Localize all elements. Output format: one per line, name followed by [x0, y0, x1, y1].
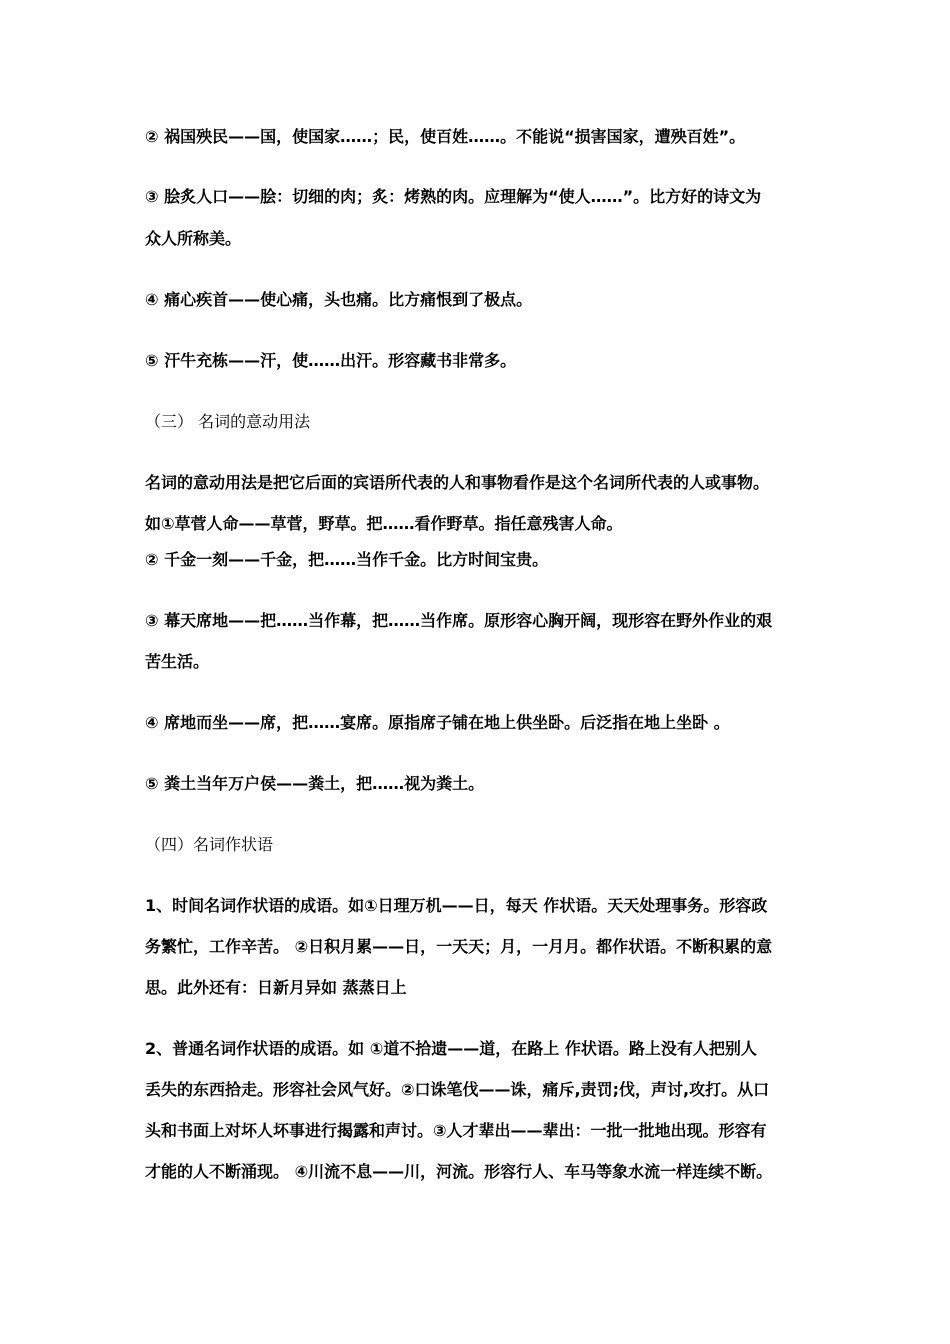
- text-line-item-4: ④ 痛心疾首——使心痛，头也痛。比方痛恨到了极点。: [145, 290, 533, 309]
- section-heading-3: （三） 名词的意动用法: [145, 412, 311, 431]
- section-heading-4: （四）名词作状语: [145, 835, 274, 854]
- text-line-time-nouns: 1、时间名词作状语的成语。如①日理万机——日，每天 作状语。天天处理事务。形容政: [145, 896, 768, 915]
- text-line-common-nouns: 2、普通名词作状语的成语。如 ①道不拾遗——道，在路上 作状语。路上没有人把别人: [145, 1039, 757, 1058]
- text-line-example-4: ④ 席地而坐——席，把……宴席。原指席子铺在地上供坐卧。后泛指在地上坐卧 。: [145, 713, 730, 732]
- text-line-example-3-cont: 苦生活。: [145, 652, 210, 671]
- text-line-example-2: ② 千金一刻——千金，把……当作千金。比方时间宝贵。: [145, 550, 549, 569]
- text-line-time-nouns-cont-2: 思。此外还有：日新月异如 蒸蒸日上: [145, 978, 407, 997]
- text-line-item-3-cont: 众人所称美。: [145, 229, 242, 248]
- text-line-item-2: ② 祸国殃民——国，使国家……；民，使百姓……。不能说“损害国家，遭殃百姓”。: [145, 127, 746, 146]
- text-line-intro: 名词的意动用法是把它后面的宾语所代表的人和事物看作是这个名词所代表的人或事物。: [145, 473, 770, 492]
- text-line-example-1: 如①草菅人命——草菅，野草。把……看作野草。指任意残害人命。: [145, 514, 623, 533]
- text-line-time-nouns-cont-1: 务繁忙，工作辛苦。 ②日积月累——日，一天天；月，一月月。都作状语。不断积累的意: [145, 937, 773, 956]
- text-line-item-3: ③ 脍炙人口——脍：切细的肉；炙：烤熟的肉。应理解为“使人……”。比方好的诗文为: [145, 187, 762, 206]
- text-line-example-5: ⑤ 粪土当年万户侯——粪土，把……视为粪土。: [145, 774, 485, 793]
- text-line-common-nouns-cont-3: 才能的人不断涌现。 ④川流不息——川，河流。形容行人、车马等象水流一样连续不断。: [145, 1162, 773, 1181]
- text-line-example-3: ③ 幕天席地——把……当作幕，把……当作席。原形容心胸开阔，现形容在野外作业的艰: [145, 611, 773, 630]
- text-line-common-nouns-cont-2: 头和书面上对坏人坏事进行揭露和声讨。③人才辈出——辈出：一批一批地出现。形容有: [145, 1121, 767, 1140]
- text-line-common-nouns-cont-1: 丢失的东西拾走。形容社会风气好。②口诛笔伐——诛，痛斥,责罚;伐，声讨,攻打。从口: [145, 1080, 770, 1099]
- text-line-item-5: ⑤ 汗牛充栋——汗，使……出汗。形容藏书非常多。: [145, 351, 517, 370]
